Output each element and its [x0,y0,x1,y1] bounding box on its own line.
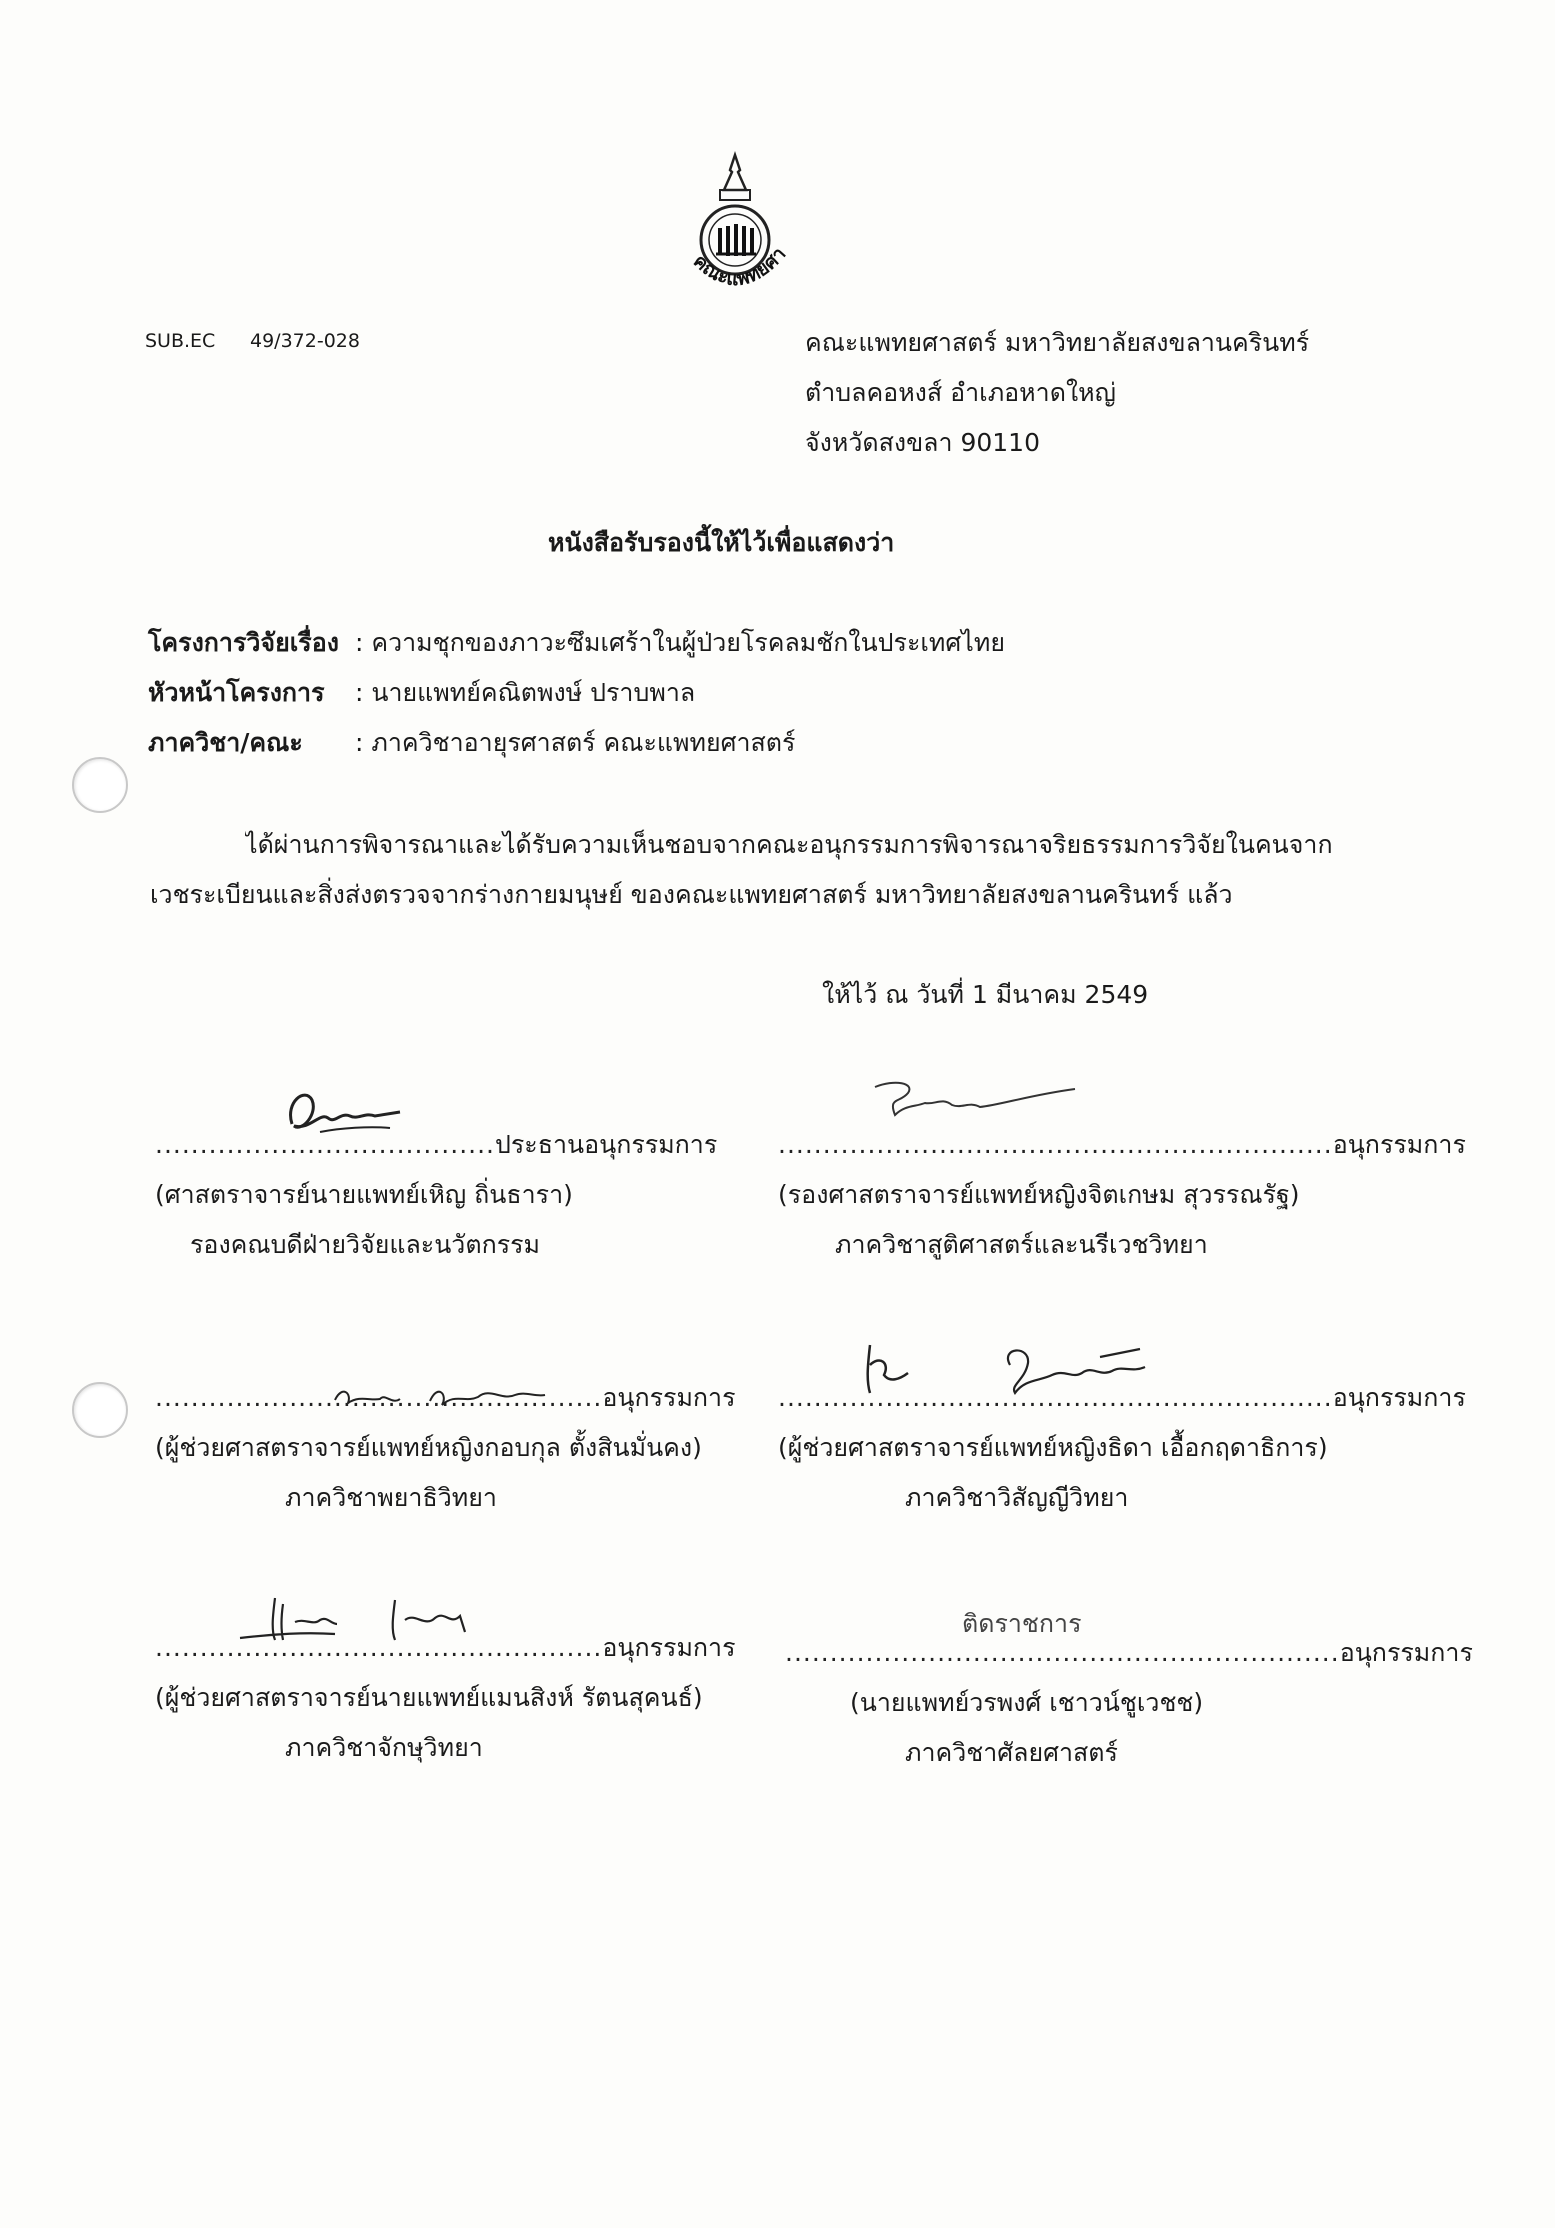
seal-text: คณะแพทยศา [688,242,791,291]
signatory-name-3: (ผู้ช่วยศาสตราจารย์แพทย์หญิงกอบกุล ตั้งสินมั่นคง) [155,1433,702,1462]
certificate-heading: หนังสือรับรองนี้ให้ไว้เพื่อแสดงว่า [548,528,895,557]
field-value-project: : ความชุกของภาวะซึมเศร้าในผู้ป่วยโรคลมชักในประเทศไทย [355,628,1005,657]
field-label-head: หัวหน้าโครงการ [148,678,325,707]
issue-date: ให้ไว้ ณ วันที่ 1 มีนาคม 2549 [822,980,1149,1009]
seal-emblem-icon [660,150,810,310]
signatory-role-2: อนุกรรมการ [1332,1130,1466,1159]
signatory-role-6: อนุกรรมการ [1339,1638,1473,1667]
signature-line-3: .................................................. อนุกรรมการ [155,1378,736,1418]
body-line-1: ได้ผ่านการพิจารณาและได้รับความเห็นชอบจากคณะอนุกรรมการพิจารณาจริยธรรมการวิจัยในคนจาก [245,830,1333,859]
signatory-dept-6: ภาควิชาศัลยศาสตร์ [905,1738,1118,1767]
address-line-1: คณะแพทยศาสตร์ มหาวิทยาลัยสงขลานครินทร์ [805,328,1310,357]
faculty-seal [660,150,810,310]
signatory-dept-3: ภาควิชาพยาธิวิทยา [285,1483,497,1512]
signatory-role-1: ประธานอนุกรรมการ [494,1130,718,1159]
signature-line-1: ...................................... ประธานอนุกรรมการ [155,1125,717,1165]
body-line-2: เวชระเบียนและสิ่งส่งตรวจจากร่างกายมนุษย์ ของคณะแพทยศาสตร์ มหาวิทยาลัยสงขลานครินทร์ แล้ว [150,880,1233,909]
signatory-dept-2: ภาควิชาสูติศาสตร์และนรีเวชวิทยา [835,1230,1208,1259]
signature-line-2: .............................................................. อนุกรรมการ [778,1125,1466,1165]
signatory-dept-1: รองคณบดีฝ่ายวิจัยและนวัตกรรม [190,1230,541,1259]
signature-line-4: .............................................................. อนุกรรมการ [778,1378,1466,1418]
signatory-name-1: (ศาสตราจารย์นายแพทย์เหิญ ถิ่นธารา) [155,1180,573,1209]
signatory-dept-4: ภาควิชาวิสัญญีวิทยา [905,1483,1129,1512]
signature-line-5: .................................................. อนุกรรมการ [155,1628,736,1668]
ref-number: 49/372-028 [250,330,360,352]
signature-line-6: .............................................................. อนุกรรมการ [785,1633,1473,1673]
signatory-role-3: อนุกรรมการ [602,1383,736,1412]
signatory-dept-5: ภาควิชาจักษุวิทยา [285,1733,483,1762]
punch-hole-top [72,757,128,813]
signatory-name-2: (รองศาสตราจารย์แพทย์หญิงจิตเกษม สุวรรณรัฐ) [778,1180,1300,1209]
ref-code: SUB.EC [145,330,216,352]
signatory-role-4: อนุกรรมการ [1332,1383,1466,1412]
field-label-project: โครงการวิจัยเรื่อง [148,628,339,657]
field-value-head: : นายแพทย์คณิตพงษ์ ปราบพาล [355,678,696,707]
field-label-dept: ภาควิชา/คณะ [148,728,303,757]
field-value-dept: : ภาควิชาอายุรศาสตร์ คณะแพทยศาสตร์ [355,728,796,757]
signatory-name-4: (ผู้ช่วยศาสตราจารย์แพทย์หญิงธิดา เอื้อกฤดาธิการ) [778,1433,1328,1462]
address-line-2: ตำบลคอหงส์ อำเภอหาดใหญ่ [805,378,1116,407]
signatory-role-5: อนุกรรมการ [602,1633,736,1662]
address-line-3: จังหวัดสงขลา 90110 [805,428,1040,457]
signatory-note-6: ติดราชการ [962,1609,1082,1638]
signatory-name-5: (ผู้ช่วยศาสตราจารย์นายแพทย์แมนสิงห์ รัตนสุคนธ์) [155,1683,703,1712]
svg-text:คณะแพทยศาสตร์ [660,150,790,290]
signatory-name-6: (นายแพทย์วรพงศ์ เชาวน์ชูเวชช) [850,1688,1204,1717]
punch-hole-bottom [72,1382,128,1438]
